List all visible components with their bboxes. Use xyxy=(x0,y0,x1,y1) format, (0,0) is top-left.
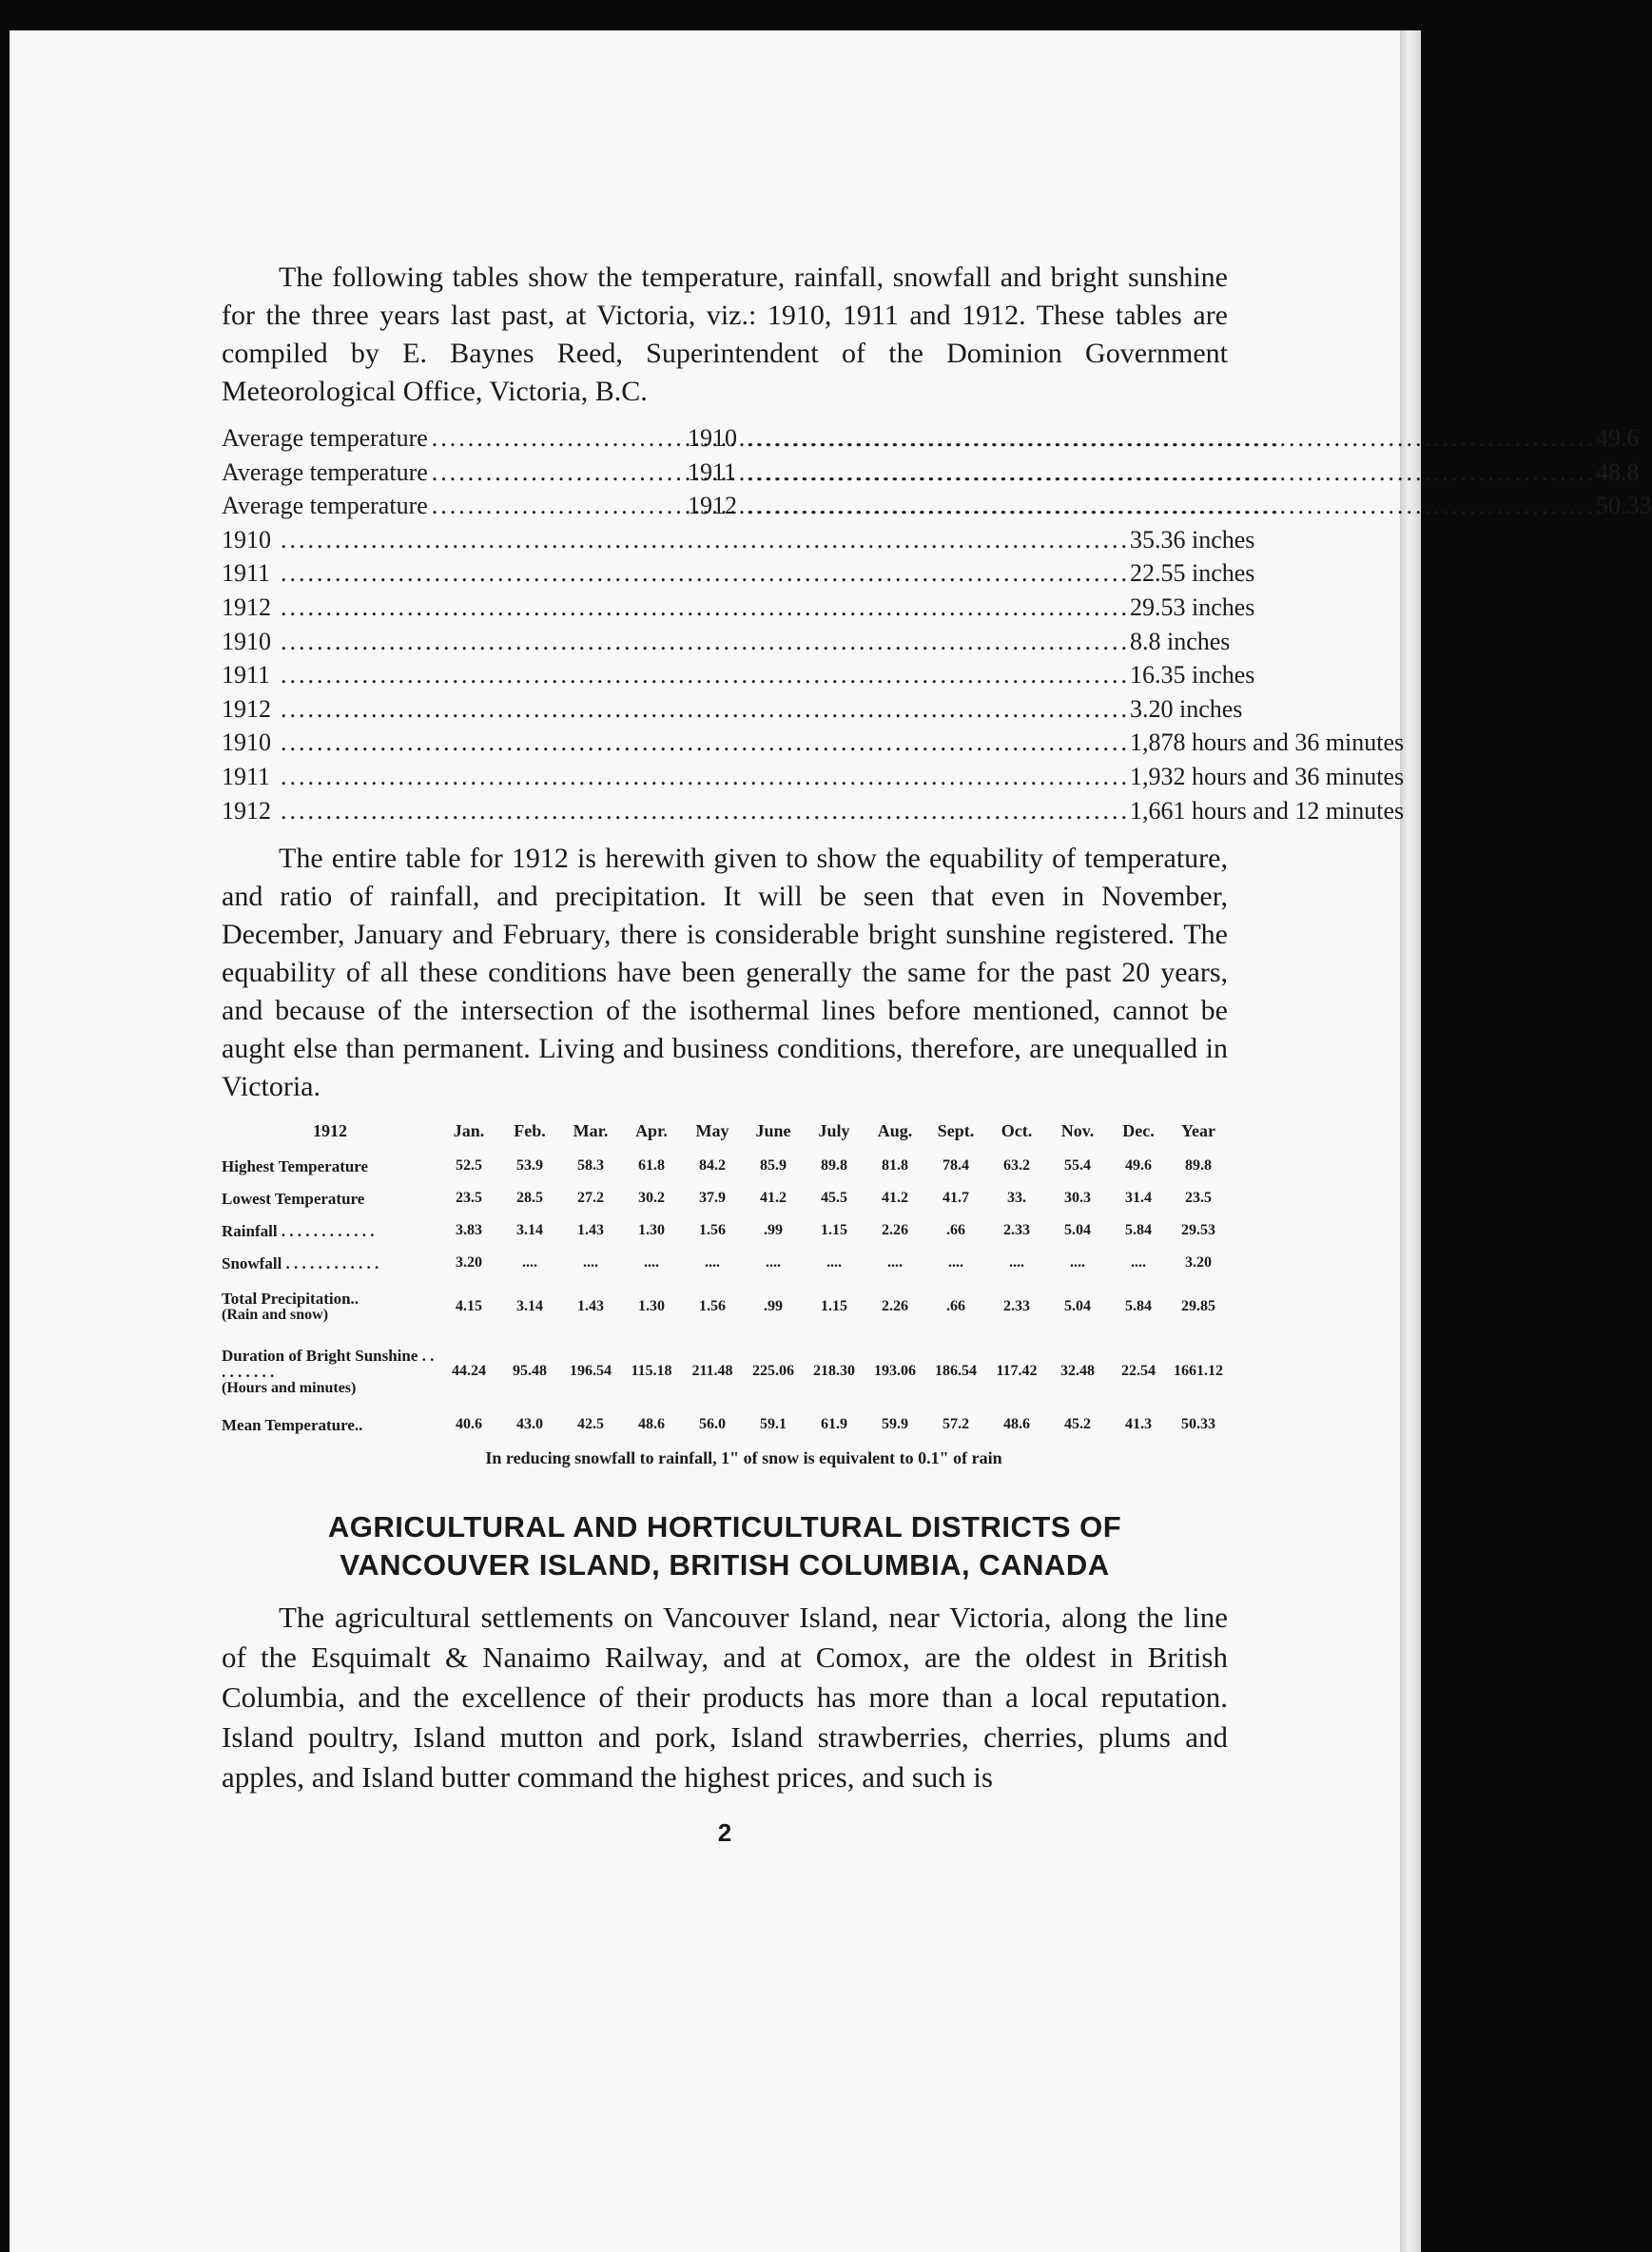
table-cell: 84.2 xyxy=(699,1157,726,1175)
table-cell: 61.9 xyxy=(821,1416,847,1433)
summary-value-wrap xyxy=(277,559,1254,588)
summary-year: 1912 xyxy=(222,592,271,621)
month-header: May xyxy=(695,1120,729,1140)
summary-value-wrap xyxy=(277,763,1404,791)
table-row xyxy=(222,1334,1228,1408)
row-label-cell xyxy=(222,1334,438,1408)
table-cell: 48.6 xyxy=(638,1416,665,1433)
table-cell: 31.4 xyxy=(1125,1190,1152,1207)
table-cell: 48.6 xyxy=(1003,1416,1030,1433)
summary-row xyxy=(222,424,1640,458)
summary-year: 1910 xyxy=(222,728,271,757)
table-cell: 117.42 xyxy=(996,1363,1038,1380)
month-header: July xyxy=(818,1120,850,1140)
table-cell: 58.3 xyxy=(577,1157,604,1175)
table-cell: 41.3 xyxy=(1125,1416,1152,1433)
table-row xyxy=(222,1247,1228,1279)
row-label-cell xyxy=(222,1279,438,1334)
month-header: Year xyxy=(1181,1120,1215,1140)
leader-dots xyxy=(277,628,1130,656)
summary-value: 3.20 inches xyxy=(1130,694,1243,723)
summary-list xyxy=(222,424,1652,830)
table-cell: 29.85 xyxy=(1181,1298,1215,1315)
row-label: Duration of Bright Sunshine . . . . . . . . . xyxy=(222,1346,435,1381)
summary-year: 1911 xyxy=(222,559,271,588)
summary-value: 1,878 hours and 36 minutes xyxy=(1130,728,1405,757)
table-cell: 1.15 xyxy=(821,1298,847,1315)
summary-value: 50.33 xyxy=(1596,492,1652,520)
page-content xyxy=(222,259,1652,1848)
row-label-cell xyxy=(222,1408,438,1441)
leader-dots xyxy=(743,492,1596,520)
weather-table-header xyxy=(222,1112,1228,1150)
month-header: Jan. xyxy=(453,1120,485,1140)
table-cell: 2.33 xyxy=(1003,1222,1030,1239)
table-cell: 43.0 xyxy=(516,1416,543,1433)
summary-value: 49.6 xyxy=(1596,424,1640,452)
table-cell: 1.30 xyxy=(638,1298,665,1315)
month-header: June xyxy=(755,1120,791,1140)
summary-value-wrap xyxy=(277,797,1404,825)
leader-dots xyxy=(277,728,1130,757)
table-cell: 225.06 xyxy=(752,1363,794,1380)
summary-value: 8.8 inches xyxy=(1130,627,1231,655)
table-cell: 115.18 xyxy=(631,1363,672,1380)
table-cell: .... xyxy=(826,1254,842,1272)
table-cell: 211.48 xyxy=(691,1363,733,1380)
agriculture-section xyxy=(222,1598,1228,1797)
table-cell: 193.06 xyxy=(874,1363,916,1380)
table-cell: 3.20 xyxy=(1185,1254,1212,1272)
table-cell: .... xyxy=(705,1254,720,1272)
month-header: Nov. xyxy=(1060,1120,1095,1140)
table-cell: .66 xyxy=(946,1222,965,1239)
summary-year: 1910 xyxy=(688,424,737,452)
summary-value-wrap xyxy=(277,695,1242,724)
month-header: Sept. xyxy=(937,1120,975,1140)
table-cell: 2.33 xyxy=(1003,1298,1030,1315)
summary-year: 1911 xyxy=(222,762,271,790)
table-cell: .99 xyxy=(764,1222,783,1239)
page-number: 2 xyxy=(717,1818,732,1848)
table-row xyxy=(222,1214,1228,1247)
table-cell: .... xyxy=(1009,1254,1024,1272)
table-cell: 5.04 xyxy=(1064,1222,1091,1239)
table-cell: .... xyxy=(1070,1254,1085,1272)
summary-value-wrap xyxy=(277,593,1254,622)
table-cell: 5.84 xyxy=(1125,1222,1152,1239)
table-cell: 89.8 xyxy=(1185,1157,1212,1175)
leader-dots xyxy=(277,559,1130,588)
summary-label: Average temperature xyxy=(222,492,428,520)
summary-value: 1,661 hours and 12 minutes xyxy=(1130,796,1405,825)
table-cell: .... xyxy=(583,1254,598,1272)
weather-table-1912 xyxy=(222,1112,1228,1441)
table-cell: .... xyxy=(1131,1254,1146,1272)
leader-dots xyxy=(743,458,1596,487)
table-cell: 56.0 xyxy=(699,1416,726,1433)
table-cell: 1.56 xyxy=(699,1222,726,1239)
summary-row xyxy=(222,627,1231,662)
table-cell: 59.1 xyxy=(760,1416,787,1433)
table-cell: 89.8 xyxy=(821,1157,847,1175)
summary-value: 22.55 inches xyxy=(1130,559,1255,588)
table-cell: 45.5 xyxy=(821,1190,847,1207)
table-cell: 3.14 xyxy=(516,1298,543,1315)
month-header: Dec. xyxy=(1122,1120,1155,1140)
row-label: Mean Temperature.. xyxy=(222,1415,363,1434)
table-cell: 63.2 xyxy=(1003,1157,1030,1175)
table-cell: 1.56 xyxy=(699,1298,726,1315)
summary-row xyxy=(222,492,1652,526)
table-cell: 4.15 xyxy=(456,1298,482,1315)
conversion-note: In reducing snowfall to rainfall, 1" of snow is equivalent to 0.1" of rain xyxy=(485,1448,1002,1468)
row-label: Lowest Temperature xyxy=(222,1189,365,1208)
table-cell: 5.84 xyxy=(1125,1298,1152,1315)
table-cell: 23.5 xyxy=(1185,1190,1212,1207)
table-cell: 29.53 xyxy=(1181,1222,1215,1239)
summary-value: 16.35 inches xyxy=(1130,661,1255,689)
summary-value-wrap xyxy=(743,492,1652,520)
table-cell: 2.26 xyxy=(882,1222,908,1239)
row-label: Rainfall . . . . . . . . . . . . xyxy=(222,1221,375,1240)
table-cell: 3.83 xyxy=(456,1222,482,1239)
table-row xyxy=(222,1150,1228,1182)
summary-label: Average temperature xyxy=(222,424,428,452)
summary-year: 1912 xyxy=(222,796,271,825)
leader-dots xyxy=(277,797,1130,825)
table-cell: 5.04 xyxy=(1064,1298,1091,1315)
row-label: Total Precipitation.. xyxy=(222,1290,360,1309)
binding-edge xyxy=(1400,30,1421,2252)
table-cell: 3.20 xyxy=(456,1254,482,1272)
table-cell: .99 xyxy=(764,1298,783,1315)
month-header: Mar. xyxy=(573,1120,609,1140)
table-cell: .66 xyxy=(946,1298,965,1315)
leader-dots xyxy=(743,424,1596,453)
table-cell: 50.33 xyxy=(1181,1416,1215,1433)
table-cell: 186.54 xyxy=(935,1363,977,1380)
table-cell: 3.14 xyxy=(516,1222,543,1239)
table-cell: .... xyxy=(887,1254,903,1272)
table-cell: 42.5 xyxy=(577,1416,604,1433)
leader-dots xyxy=(277,695,1130,724)
table-cell: 95.48 xyxy=(513,1363,547,1380)
section-heading-line-2: VANCOUVER ISLAND, BRITISH COLUMBIA, CANADA xyxy=(340,1548,1110,1582)
table-cell: .... xyxy=(644,1254,659,1272)
summary-value-wrap xyxy=(277,661,1254,689)
table-cell: 41.2 xyxy=(882,1190,908,1207)
summary-value-wrap xyxy=(277,628,1230,656)
summary-value: 35.36 inches xyxy=(1130,525,1255,553)
row-label-cell xyxy=(222,1182,438,1214)
month-header: Feb. xyxy=(514,1120,546,1140)
summary-year: 1910 xyxy=(222,627,271,655)
row-sublabel: (Rain and snow) xyxy=(222,1307,329,1324)
table-cell: 32.48 xyxy=(1060,1363,1095,1380)
summary-value-wrap xyxy=(277,728,1404,757)
table-cell: 40.6 xyxy=(456,1416,482,1433)
table-cell: 57.2 xyxy=(943,1416,969,1433)
summary-value: 29.53 inches xyxy=(1130,592,1255,621)
leader-dots xyxy=(277,526,1130,554)
table-cell: 59.9 xyxy=(882,1416,908,1433)
summary-value-wrap xyxy=(743,458,1640,487)
table-cell: 1.15 xyxy=(821,1222,847,1239)
month-header: Oct. xyxy=(1001,1120,1033,1140)
summary-label-wrap xyxy=(222,458,688,487)
table-row xyxy=(222,1182,1228,1214)
table-cell: 27.2 xyxy=(577,1190,604,1207)
table-cell: 41.2 xyxy=(760,1190,787,1207)
summary-row xyxy=(222,694,1243,729)
row-label-cell xyxy=(222,1247,438,1279)
table-cell: 49.6 xyxy=(1125,1157,1152,1175)
summary-row xyxy=(222,592,1255,628)
table-cell: 81.8 xyxy=(882,1157,908,1175)
summary-year: 1910 xyxy=(222,525,271,553)
table-cell: 55.4 xyxy=(1064,1157,1091,1175)
summary-year: 1911 xyxy=(688,457,737,486)
table-cell: 218.30 xyxy=(813,1363,855,1380)
table-cell: 33. xyxy=(1007,1190,1026,1207)
table-cell: 22.54 xyxy=(1121,1363,1156,1380)
summary-value: 48.8 xyxy=(1596,457,1640,486)
summary-label-wrap xyxy=(222,492,688,520)
table-cell: 28.5 xyxy=(516,1190,543,1207)
summary-row xyxy=(222,796,1405,831)
table-cell: 30.2 xyxy=(638,1190,665,1207)
table-cell: 61.8 xyxy=(638,1157,665,1175)
summary-year: 1912 xyxy=(222,694,271,723)
section-heading-line-1: AGRICULTURAL AND HORTICULTURAL DISTRICTS OF xyxy=(327,1510,1122,1544)
table-year-header: 1912 xyxy=(313,1120,347,1140)
summary-year: 1911 xyxy=(222,661,271,689)
agriculture-paragraph: The agricultural settlements on Vancouver Island, near Victoria, along the line of the Esquimalt & Nanaimo Railway, and at Comox, are the oldest in British Columbia, and the excellence of their products has more than a local reputation. Island poultry, Island mutton and pork, Island strawberries, cherries, plums and apples, and Island butter command the highest prices, and such is xyxy=(222,1601,1228,1795)
table-cell: 52.5 xyxy=(456,1157,482,1175)
intro-paragraph: The following tables show the temperature, rainfall, snowfall and bright sunshine for the three years last past, at Victoria, viz.: 1910, 1911 and 1912. These tables are compiled by E. Baynes Reed, Superintendent of the Dominion Government Meteorological Office, Victoria, B.C. xyxy=(222,262,1228,407)
leader-dots xyxy=(277,661,1130,689)
summary-row xyxy=(222,457,1640,493)
row-label: Highest Temperature xyxy=(222,1156,369,1175)
summary-value-wrap xyxy=(277,526,1254,554)
summary-year: 1912 xyxy=(688,492,737,520)
table-cell: 23.5 xyxy=(456,1190,482,1207)
leader-dots xyxy=(277,763,1130,791)
table-cell: 45.2 xyxy=(1064,1416,1091,1433)
summary-row xyxy=(222,728,1405,763)
table-cell: 41.7 xyxy=(943,1190,969,1207)
table-cell: 30.3 xyxy=(1064,1190,1091,1207)
summary-row xyxy=(222,525,1255,560)
summary-value: 1,932 hours and 36 minutes xyxy=(1130,762,1405,790)
row-label-cell xyxy=(222,1150,438,1182)
table-cell: 196.54 xyxy=(570,1363,612,1380)
table-cell: 1.43 xyxy=(577,1222,604,1239)
table-cell: .... xyxy=(522,1254,537,1272)
table-cell: 2.26 xyxy=(882,1298,908,1315)
table-cell: 78.4 xyxy=(943,1157,969,1175)
table-row xyxy=(222,1279,1228,1334)
row-sublabel: (Hours and minutes) xyxy=(222,1379,357,1396)
summary-label-wrap xyxy=(222,424,688,453)
table-cell: .... xyxy=(948,1254,963,1272)
table-cell: 1.30 xyxy=(638,1222,665,1239)
section-heading xyxy=(222,1508,1228,1584)
equability-paragraph: The entire table for 1912 is herewith given to show the equability of temperature, and ratio of rainfall, and precipitation. It will be seen that even in November, December, January and February, there is considerable bright sunshine registered. The equability of all these conditions have been generally the same for the past 20 years, and because of the intersection of the isothermal lines before mentioned, cannot be aught else than permanent. Living and business conditions, therefore, are unequalled in Victoria. xyxy=(222,843,1228,1103)
table-cell: 1.43 xyxy=(577,1298,604,1315)
summary-value-wrap xyxy=(743,424,1640,453)
row-label-cell xyxy=(222,1214,438,1247)
leader-dots xyxy=(277,593,1130,622)
summary-row xyxy=(222,661,1255,695)
table-cell: 85.9 xyxy=(760,1157,787,1175)
table-cell: 37.9 xyxy=(699,1190,726,1207)
table-row xyxy=(222,1408,1228,1441)
weather-table-body xyxy=(222,1150,1228,1441)
table-cell: 1661.12 xyxy=(1174,1363,1223,1380)
summary-label: Average temperature xyxy=(222,457,428,486)
month-header: Aug. xyxy=(877,1120,913,1140)
month-header: Apr. xyxy=(635,1120,668,1140)
summary-row xyxy=(222,762,1405,797)
table-cell: 53.9 xyxy=(516,1157,543,1175)
row-label: Snowfall . . . . . . . . . . . . xyxy=(222,1253,379,1272)
summary-row xyxy=(222,559,1255,593)
table-cell: .... xyxy=(766,1254,781,1272)
table-cell: 44.24 xyxy=(452,1363,486,1380)
